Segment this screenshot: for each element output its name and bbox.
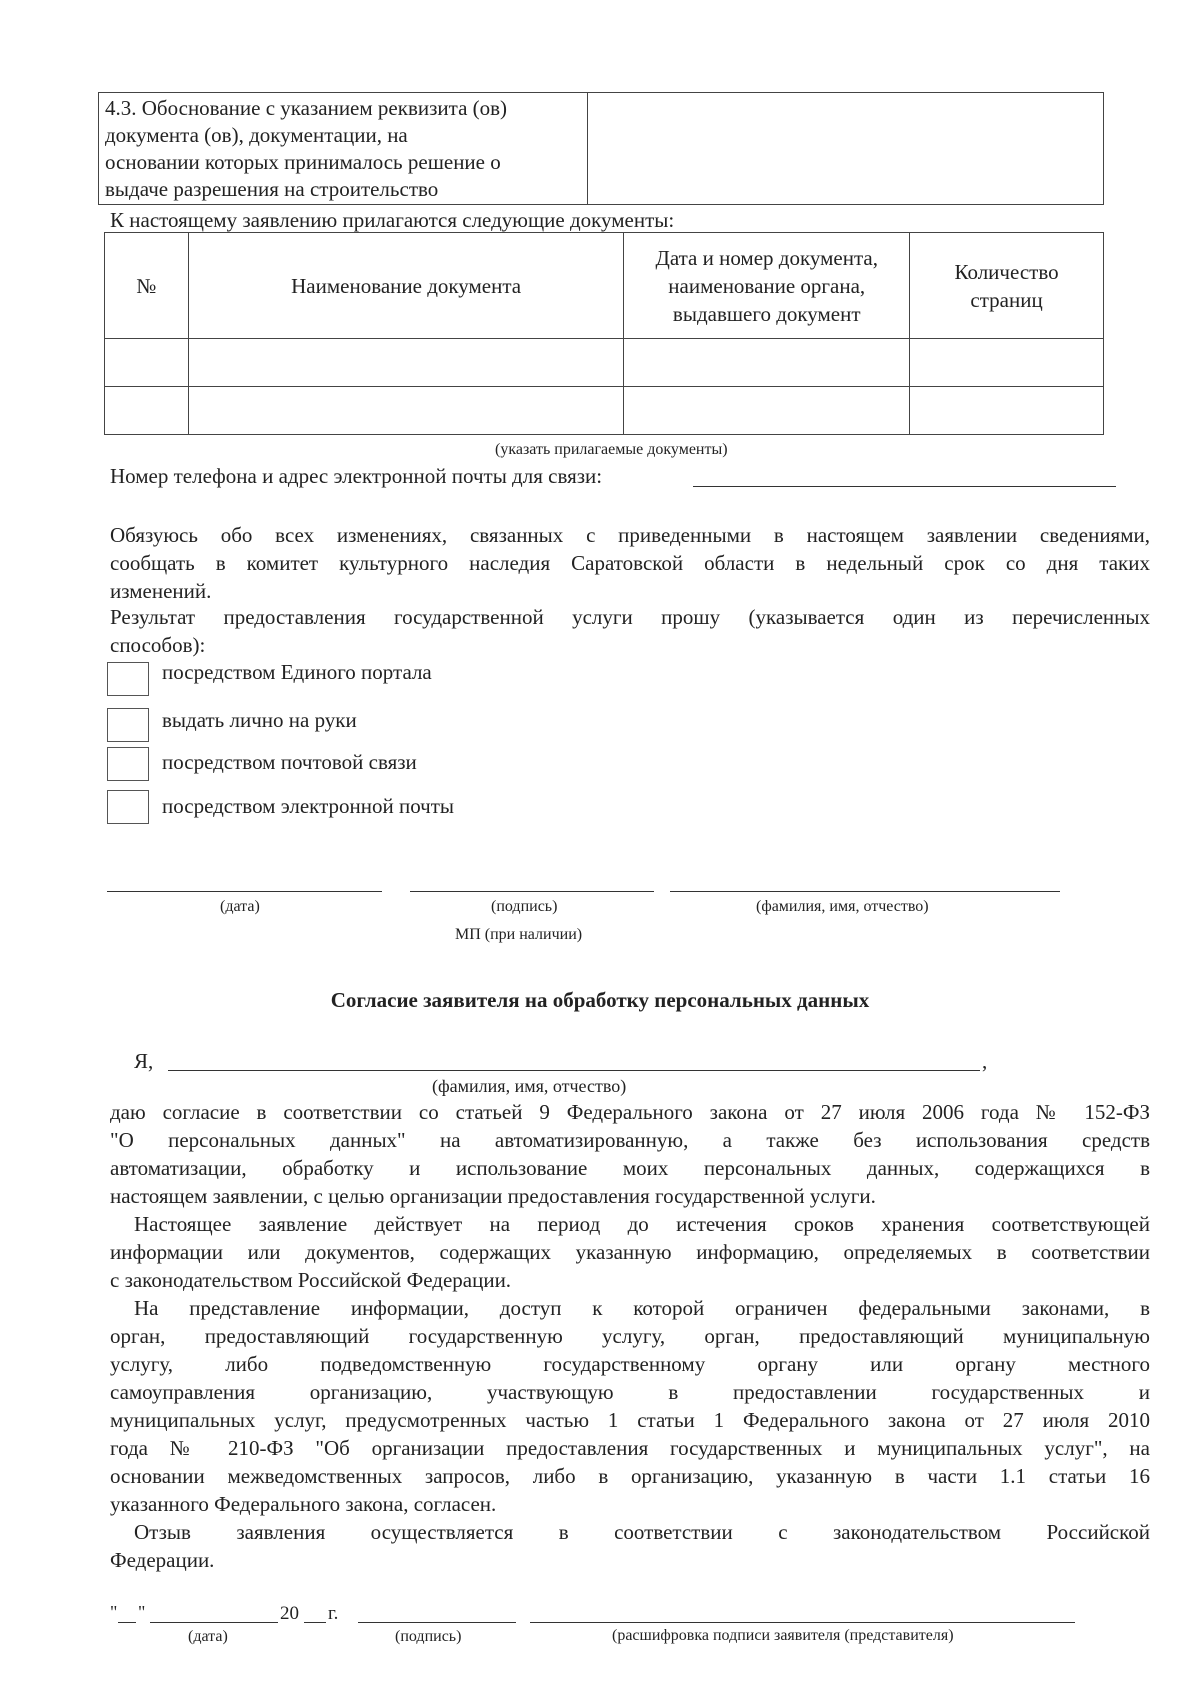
option-email-label: посредством электронной почты (162, 794, 455, 818)
stamp-caption: МП (при наличии) (455, 926, 583, 943)
consent-paragraph-3 (110, 1294, 1150, 1518)
table-row (105, 387, 1104, 435)
consent-line: орган, предоставляющий государственную услугу, орган, предоставляющий муниципальную (110, 1324, 1150, 1348)
consent-i-prefix: Я, (134, 1049, 154, 1073)
option-post-label: посредством почтовой связи (162, 750, 417, 774)
consent-line: "О персональных данных" на автоматизированную, а также без использования средств (110, 1128, 1150, 1152)
option-portal-label: посредством Единого портала (162, 660, 432, 684)
consent-paragraph-1 (110, 1098, 1150, 1210)
fio-caption: (фамилия, имя, отчество) (756, 898, 929, 915)
final-day-line[interactable] (118, 1622, 136, 1623)
date-line[interactable] (107, 891, 382, 892)
final-sign-caption: (подпись) (395, 1628, 462, 1645)
obligation-line: изменений. (110, 579, 212, 603)
option-in-person-label: выдать лично на руки (162, 708, 357, 732)
header-date (624, 233, 910, 339)
result-line: способов): (110, 633, 206, 657)
signature-caption: (подпись) (491, 898, 558, 915)
consent-line: года № 210-ФЗ "Об организации предоставления государственных и муниципальных услуг", на (110, 1436, 1150, 1460)
consent-line: с законодательством Российской Федерации. (110, 1268, 512, 1292)
checkbox-in-person[interactable] (107, 708, 149, 742)
table-cell[interactable] (910, 387, 1104, 435)
justification-table (98, 92, 1104, 205)
final-signature-line[interactable] (358, 1622, 516, 1623)
consent-line: информации или документов, содержащих указанную информацию, определяемых в соответствии (110, 1240, 1150, 1264)
consent-line: На представление информации, доступ к которой ограничен федеральными законами, в (134, 1296, 1150, 1320)
consent-line: Отзыв заявления осуществляется в соответствии с законодательством Российской (134, 1520, 1150, 1544)
consent-line: указанного Федерального закона, согласен. (110, 1492, 497, 1516)
table-cell[interactable] (188, 339, 623, 387)
header-pages (910, 233, 1104, 339)
header-date-line: выдавшего документ (672, 301, 861, 326)
final-year-line[interactable] (304, 1622, 326, 1623)
contact-input-line[interactable] (693, 486, 1116, 487)
fio-line[interactable] (670, 891, 1060, 892)
final-decoding-caption: (расшифровка подписи заявителя (представителя) (612, 1627, 954, 1644)
consent-line: самоуправления организацию, участвующую в предоставлении государственных и (110, 1380, 1150, 1404)
table-cell[interactable] (105, 387, 189, 435)
consent-line: даю согласие в соответствии со статьей 9 Федерального закона от 27 июля 2006 года № 152-ФЗ (110, 1100, 1150, 1124)
table-cell[interactable] (188, 387, 623, 435)
obligation-line: Обязуюсь обо всех изменениях, связанных с приведенными в настоящем заявлении сведениями, (110, 523, 1150, 547)
table-cell[interactable] (624, 339, 910, 387)
header-date-line: наименование органа, (668, 273, 866, 298)
attachments-note: (указать прилагаемые документы) (495, 441, 728, 458)
consent-title: Согласие заявителя на обработку персональных данных (330, 988, 870, 1012)
attachments-intro: К настоящему заявлению прилагаются следующие документы: (110, 208, 675, 232)
consent-comma: , (982, 1049, 988, 1073)
consent-line: муниципальных услуг, предусмотренных частью 1 статьи 1 Федерального закона от 27 июля 2010 (110, 1408, 1150, 1432)
final-quote-close: " (138, 1602, 146, 1622)
consent-line: Настоящее заявление действует на период до истечения сроков хранения соответствующей (134, 1212, 1150, 1236)
justification-label-line: документа (ов), документации, на (105, 123, 408, 147)
table-cell[interactable] (624, 387, 910, 435)
attachments-table (104, 232, 1104, 435)
table-cell[interactable] (105, 339, 189, 387)
justification-label-cell (99, 93, 588, 204)
header-num: № (105, 233, 189, 339)
consent-fio-line[interactable] (168, 1070, 980, 1071)
final-month-line[interactable] (150, 1622, 278, 1623)
header-pages-line: Количество (954, 259, 1059, 284)
consent-line: основании межведомственных запросов, либо в организацию, указанную в части 1.1 статьи 16 (110, 1464, 1150, 1488)
result-line: Результат предоставления государственной услуги прошу (указывается один из перечисленных (110, 605, 1150, 629)
header-pages-line: страниц (970, 287, 1043, 312)
consent-line: услугу, либо подведомственную государственному органу или органу местного (110, 1352, 1150, 1376)
signature-line[interactable] (410, 891, 654, 892)
contact-label: Номер телефона и адрес электронной почты для связи: (110, 464, 603, 488)
justification-label-line: выдаче разрешения на строительство (105, 177, 439, 201)
consent-fio-caption: (фамилия, имя, отчество) (432, 1076, 627, 1096)
result-paragraph (110, 603, 1150, 659)
obligation-paragraph (110, 521, 1150, 605)
consent-paragraph-2 (110, 1210, 1150, 1294)
final-decoding-line[interactable] (530, 1622, 1075, 1623)
header-date-line: Дата и номер документа, (655, 245, 878, 270)
justification-label-line: основании которых принималось решение о (105, 150, 501, 174)
justification-value-cell[interactable] (588, 93, 1103, 204)
justification-label-line: 4.3. Обоснование с указанием реквизита (ов) (105, 96, 508, 120)
consent-paragraph-4 (110, 1518, 1150, 1574)
table-cell[interactable] (910, 339, 1104, 387)
checkbox-email[interactable] (107, 790, 149, 824)
consent-line: автоматизации, обработку и использование моих персональных данных, содержащихся в (110, 1156, 1150, 1180)
table-row (105, 339, 1104, 387)
final-year-prefix: 20 (280, 1603, 299, 1624)
final-date-caption: (дата) (188, 1628, 228, 1645)
obligation-line: сообщать в комитет культурного наследия Саратовской области в недельный срок со дня таких (110, 551, 1150, 575)
header-name: Наименование документа (188, 233, 623, 339)
checkbox-post[interactable] (107, 747, 149, 781)
consent-line: Федерации. (110, 1548, 215, 1572)
checkbox-portal[interactable] (107, 662, 149, 696)
consent-line: настоящем заявлении, с целью организации предоставления государственной услуги. (110, 1184, 876, 1208)
date-caption: (дата) (220, 898, 260, 915)
final-year-suffix: г. (328, 1603, 339, 1624)
attachments-table-header (105, 233, 1104, 339)
final-quote-open: " (110, 1602, 118, 1622)
